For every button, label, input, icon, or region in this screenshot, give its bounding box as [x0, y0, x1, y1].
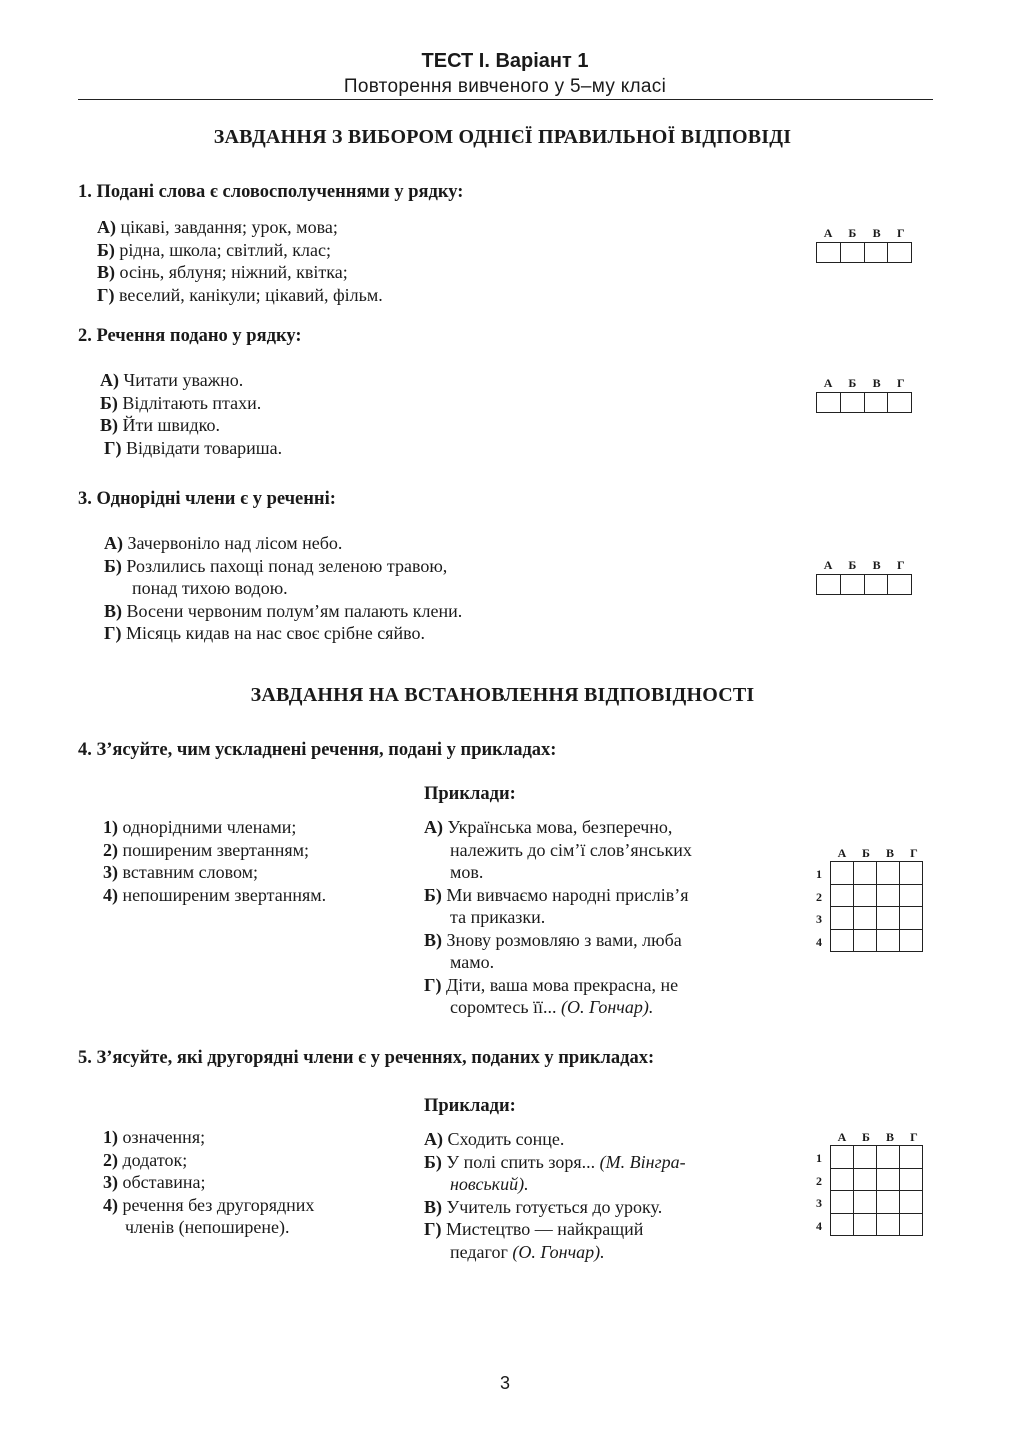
example-a: А) Українська мова, безперечно, — [424, 817, 673, 837]
answer-cell[interactable] — [831, 1168, 854, 1191]
option-b-continued: понад тихою водою. — [132, 578, 288, 598]
answer-cell[interactable] — [854, 884, 877, 907]
examples-heading: Приклади: — [424, 1096, 516, 1116]
option-b: Б) Відлітають птахи. — [100, 392, 262, 413]
answer-cell[interactable] — [900, 929, 923, 952]
answer-cell[interactable] — [900, 1191, 923, 1214]
author-citation: (О. Гончар). — [512, 1241, 605, 1262]
answer-cell[interactable] — [900, 1168, 923, 1191]
example-b: Б) У полі спить зоря... (М. Вінгра- — [424, 1151, 686, 1172]
answer-cell[interactable] — [831, 907, 854, 930]
answer-cell[interactable] — [888, 575, 911, 594]
answer-cell[interactable] — [888, 393, 911, 412]
example-d-line: педагог (О. Гончар). — [450, 1241, 605, 1262]
answer-cell[interactable] — [841, 575, 865, 594]
list-item: 1) означення; — [103, 1127, 206, 1147]
example-d-line: соромтесь її... (О. Гончар). — [450, 997, 654, 1017]
example-c: В) Учитель готується до уроку. — [424, 1196, 663, 1217]
example-a: А) Сходить сонце. — [424, 1129, 565, 1149]
author-citation: (М. Вінгра- — [599, 1151, 686, 1172]
section-title-matching: ЗАВДАННЯ НА ВСТАНОВЛЕННЯ ВІДПОВІДНОСТІ — [250, 684, 755, 706]
answer-cell[interactable] — [854, 929, 877, 952]
option-a: А) цікаві, завдання; урок, мова; — [97, 217, 338, 237]
answer-cell[interactable] — [877, 929, 900, 952]
question-5-examples — [424, 1128, 686, 1263]
list-item: 4) непоширеним звертанням. — [103, 884, 327, 905]
answer-cell[interactable] — [854, 1191, 877, 1214]
question-3-options — [104, 532, 462, 645]
answer-cell[interactable] — [877, 884, 900, 907]
answer-cell[interactable] — [831, 1146, 854, 1169]
answer-cell[interactable] — [854, 1168, 877, 1191]
answer-cell[interactable] — [817, 243, 841, 262]
answer-grid-q1[interactable]: А Б В Г — [816, 226, 913, 263]
option-d: Г) Місяць кидав на нас своє срібне сяйво. — [104, 623, 425, 643]
answer-cell[interactable] — [877, 1191, 900, 1214]
answer-cell[interactable] — [854, 1213, 877, 1236]
answer-cell[interactable] — [854, 1146, 877, 1169]
list-item: 1) однорідними членами; — [103, 817, 297, 837]
author-citation: (О. Гончар). — [561, 997, 654, 1017]
answer-cell[interactable] — [817, 393, 841, 412]
question-4-examples — [424, 816, 692, 1019]
answer-cell[interactable] — [831, 929, 854, 952]
author-citation: новський). — [450, 1174, 529, 1194]
answer-grid-q3[interactable]: А Б В Г — [816, 558, 913, 595]
answer-cell[interactable] — [817, 575, 841, 594]
option-b: Б) рідна, школа; світлий, клас; — [97, 239, 331, 260]
answer-matrix-q5[interactable]: А Б В Г 1 2 3 4 — [816, 1130, 926, 1236]
header-divider — [78, 99, 933, 100]
list-item: 4) речення без другорядних — [103, 1194, 315, 1215]
example-d: Г) Діти, ваша мова прекрасна, не — [424, 974, 679, 995]
option-b: Б) Розлились пахощі понад зеленою травою, — [104, 555, 448, 576]
option-a: А) Читати уважно. — [100, 370, 244, 390]
answer-cell[interactable] — [877, 1168, 900, 1191]
option-d: Г) веселий, канікули; цікавий, фільм. — [97, 284, 383, 305]
list-item: 2) додаток; — [103, 1149, 188, 1170]
answer-cell[interactable] — [865, 393, 889, 412]
answer-cell[interactable] — [831, 884, 854, 907]
option-a: А) Зачервоніло над лісом небо. — [104, 533, 343, 553]
example-b-line: та приказки. — [450, 907, 546, 927]
answer-cell[interactable] — [888, 243, 911, 262]
option-c: В) Йти швидко. — [100, 415, 220, 435]
answer-cell[interactable] — [865, 575, 889, 594]
example-d: Г) Мистецтво — найкращий — [424, 1219, 644, 1239]
question-2-text: 2. Речення подано у рядку: — [78, 326, 302, 346]
example-c: В) Знову розмовляю з вами, люба — [424, 929, 682, 950]
list-item: 3) обставина; — [103, 1172, 206, 1192]
answer-cell[interactable] — [841, 393, 865, 412]
answer-cell[interactable] — [877, 1213, 900, 1236]
example-a-line: належить до сім’ї слов’янських — [450, 839, 692, 860]
answer-cell[interactable] — [841, 243, 865, 262]
answer-cell[interactable] — [900, 907, 923, 930]
answer-cell[interactable] — [900, 1146, 923, 1169]
answer-cell[interactable] — [831, 1213, 854, 1236]
section-title-single-choice: ЗАВДАННЯ З ВИБОРОМ ОДНІЄЇ ПРАВИЛЬНОЇ ВІДПОВІДІ — [213, 126, 792, 148]
answer-cell[interactable] — [854, 862, 877, 885]
question-1-options — [97, 216, 383, 306]
example-c-line: мамо. — [450, 952, 495, 972]
answer-grid-q2[interactable]: А Б В Г — [816, 376, 913, 413]
answer-cell[interactable] — [877, 862, 900, 885]
example-a-line: мов. — [450, 862, 484, 882]
answer-cell[interactable] — [831, 1191, 854, 1214]
question-2-options — [100, 369, 282, 459]
answer-cell[interactable] — [831, 862, 854, 885]
answer-cell[interactable] — [877, 1146, 900, 1169]
question-1-text: 1. Подані слова є словосполученнями у рядку: — [78, 182, 464, 202]
examples-heading: Приклади: — [424, 784, 516, 804]
option-c: В) осінь, яблуня; ніжний, квітка; — [97, 262, 348, 282]
answer-cell[interactable] — [900, 884, 923, 907]
list-item: 3) вставним словом; — [103, 862, 259, 882]
answer-matrix-q4[interactable]: А Б В Г 1 2 3 4 — [816, 846, 926, 952]
example-b: Б) Ми вивчаємо народні прислів’я — [424, 884, 689, 905]
question-4-text: 4. З’ясуйте, чим ускладнені речення, подані у прикладах: — [78, 740, 557, 760]
option-c: В) Восени червоним полум’ям палають клени. — [104, 600, 463, 621]
question-4-items — [103, 816, 326, 906]
option-d: Г) Відвідати товариша. — [104, 437, 283, 458]
answer-cell[interactable] — [900, 862, 923, 885]
answer-cell[interactable] — [877, 907, 900, 930]
test-title: ТЕСТ І. Варіант 1 — [421, 50, 589, 72]
question-5-items — [103, 1126, 314, 1239]
answer-cell[interactable] — [854, 907, 877, 930]
question-5-text: 5. З’ясуйте, які другорядні члени є у реченнях, поданих у прикладах: — [78, 1048, 655, 1068]
question-3-text: 3. Однорідні члени є у реченні: — [78, 489, 336, 509]
list-item-continued: членів (непоширене). — [125, 1217, 290, 1237]
page-number: 3 — [499, 1373, 510, 1393]
list-item: 2) поширеним звертанням; — [103, 839, 310, 860]
answer-cell[interactable] — [900, 1213, 923, 1236]
answer-cell[interactable] — [865, 243, 889, 262]
example-b-line — [424, 1173, 686, 1196]
test-subtitle: Повторення вивченого у 5–му класі — [343, 76, 667, 97]
